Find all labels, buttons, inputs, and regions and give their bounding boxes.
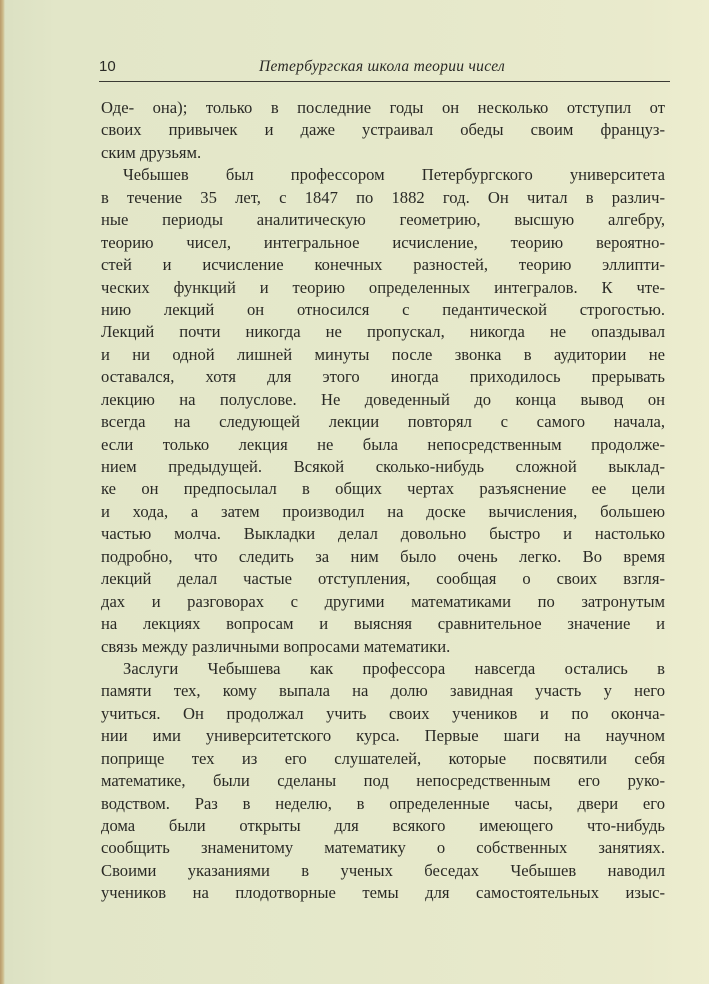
page-binding-edge — [0, 0, 5, 984]
text-line: водством. Раз в неделю, в определенные часы, двери его — [101, 793, 665, 813]
text-line: Чебышев был профессором Петербургского университета — [123, 165, 665, 185]
text-line: Лекций почти никогда не пропускал, никогда не опаздывал — [101, 322, 665, 342]
text-line: стей и исчисление конечных разностей, теорию эллипти- — [101, 255, 665, 275]
text-line: ные периоды аналитическую геометрию, высшую алгебру, — [101, 210, 665, 230]
text-line: оставался, хотя для этого иногда приходилось прерывать — [101, 367, 665, 387]
running-head — [99, 58, 669, 82]
text-line: Своими указаниями в ученых беседах Чебышев наводил — [101, 860, 665, 880]
text-line: поприще тех из его слушателей, которые посвятили себя — [101, 748, 665, 768]
text-line: всегда на следующей лекции повторял с самого начала, — [101, 412, 665, 432]
text-line: лекций делал частые отступления, сообщая о своих взгля- — [101, 569, 665, 589]
text-line: дома были открыты для всякого имеющего что-нибудь — [101, 816, 665, 835]
page-number: 10 — [99, 58, 116, 75]
text-line: и ни одной лишней минуты после звонка в аудитории не — [101, 344, 665, 364]
text-line: частью молча. Выкладки делал довольно быстро и настолько — [101, 524, 665, 544]
text-line: теорию чисел, интегральное исчисление, теорию вероятно- — [101, 232, 665, 252]
text-line: учеников на плодотворные темы для самостоятельных изыс- — [101, 883, 665, 903]
text-line: и хода, а затем производил на доске вычисления, большею — [101, 501, 665, 521]
text-line: подробно, что следить за ним было очень легко. Во время — [101, 546, 665, 566]
text-line: на лекциях вопросам и выясняя сравнительное значение и — [101, 614, 665, 634]
text-line: памяти тех, кому выпала на долю завидная участь у него — [101, 681, 665, 701]
text-line: Заслуги Чебышева как профессора навсегда остались в — [123, 658, 665, 678]
text-line: математике, были сделаны под непосредственным его руко- — [101, 771, 665, 791]
text-line: нии ими университетского курса. Первые шаги на научном — [101, 726, 665, 746]
text-line: ческих функций и теорию определенных интегралов. К чте- — [101, 277, 665, 297]
running-head-title: Петербургская школа теории чисел — [259, 58, 506, 75]
text-line: связь между различными вопросами математики. — [101, 636, 451, 656]
text-line: сообщить знаменитому математику о собственных занятиях. — [101, 838, 665, 858]
text-line: лекцию на полуслове. Не доведенный до конца вывод он — [101, 389, 665, 409]
text-line: Оде- она); только в последние годы он несколько отступил от — [101, 98, 665, 117]
text-line: учиться. Он продолжал учить своих учеников и по оконча- — [101, 703, 665, 723]
text-line: ке он предпосылал в общих чертах разъяснение ее цели — [101, 479, 665, 499]
text-line: нием предыдущей. Всякой сколько-нибудь сложной выклад- — [101, 457, 665, 476]
text-line: в течение 35 лет, с 1847 по 1882 год. Он читал в различ- — [101, 187, 665, 207]
header-rule — [99, 81, 670, 82]
text-line: ским друзьям. — [101, 142, 202, 162]
body-text — [101, 97, 665, 905]
text-line: своих привычек и даже устраивал обеды своим француз- — [101, 120, 665, 140]
text-line: дах и разговорах с другими математиками по затронутым — [101, 591, 665, 611]
text-line: если только лекция не была непосредственным продолже- — [101, 434, 665, 454]
text-line: нию лекций он относился с педантической строгостью. — [101, 299, 665, 319]
